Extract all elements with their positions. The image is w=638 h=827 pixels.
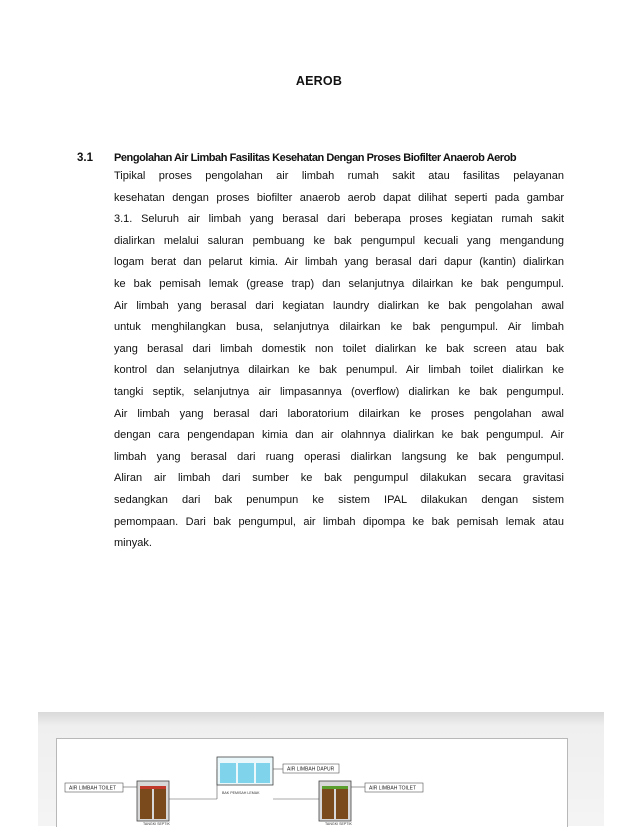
body-line: untuk menghilangkan busa, selanjutnya dilairkan ke bak pengumpul. Air limbah <box>114 321 564 334</box>
body-line: sedangkan dari bak penumpun ke sistem IPAL dilakukan dengan sistem <box>114 493 564 506</box>
body-line: dengan cara pengendapan kimia dan air olahnnya dialirkan ke bak pengumpul. Air <box>114 429 564 442</box>
body-line: tangki septik, selanjutnya air limpasannya (overflow) dialirkan ke bak pengumpul. <box>114 385 564 398</box>
body-line: Tipikal proses pengolahan air limbah rumah sakit atau fasilitas pelayanan <box>114 170 564 182</box>
body-line: ke bak pemisah lemak (grease trap) dan selanjutnya dilairkan ke bak pengumpul. <box>114 277 564 290</box>
septic-left-label: TANGKI SEPTIK <box>143 822 170 826</box>
section-title: Pengolahan Air Limbah Fasilitas Kesehatan Dengan Proses Biofilter Anaerob Aerob <box>114 152 517 164</box>
body-line: Aliran air limbah dari sumber ke bak pengumpul dilakukan secara gravitasi <box>114 472 564 485</box>
body-line: kontrol dan selanjutnya dilairkan ke bak penumpul. Air limbah toilet dialirkan ke <box>114 364 564 377</box>
septic-sludge <box>140 789 152 819</box>
process-diagram <box>56 738 568 827</box>
toilet-right-label: AIR LIMBAH TOILET <box>369 785 417 792</box>
body-line: 3.1. Seluruh air limbah yang berasal dari beberapa proses kegiatan rumah sakit <box>114 213 564 226</box>
body-line: Air limbah yang berasal dari laboratorium dilairkan ke proses pengolahan awal <box>114 407 564 420</box>
dapur-label: AIR LIMBAH DAPUR <box>287 766 335 773</box>
grease-trap-label: BAK PEMISAH LEMAK <box>222 791 260 795</box>
body-line: Air limbah yang berasal dari kegiatan laundry dialirkan ke bak pengolahan awal <box>114 299 564 312</box>
body-line: minyak. <box>114 537 152 550</box>
body-line: limbah yang berasal dari ruang operasi dialirkan langsung ke bak pengumpul. <box>114 450 564 463</box>
section-number: 3.1 <box>77 152 93 164</box>
diagram-svg <box>57 739 567 827</box>
body-line: logam berat dan pelarut kimia. Air limbah yang berasal dari dapur (kantin) dialirkan <box>114 256 564 269</box>
body-line: dialirkan melalui saluran pembuang ke bak pengumpul kecuali yang mengandung <box>114 234 564 247</box>
section-body <box>114 166 564 555</box>
body-line: pemompaan. Dari bak pengumpul, air limbah dipompa ke bak pemisah lemak atau <box>114 515 564 528</box>
toilet-left-label: AIR LIMBAH TOILET <box>69 785 117 792</box>
page-title: AEROB <box>295 74 343 88</box>
body-line: kesehatan dengan proses biofilter anaerob aerob dapat dilihat seperti pada gambar <box>114 191 564 204</box>
septic-right-label: TANGKI SEPTIK <box>325 822 352 826</box>
body-line: yang berasal dari limbah domestik non toilet dialirkan ke bak screen atau bak <box>114 342 564 355</box>
